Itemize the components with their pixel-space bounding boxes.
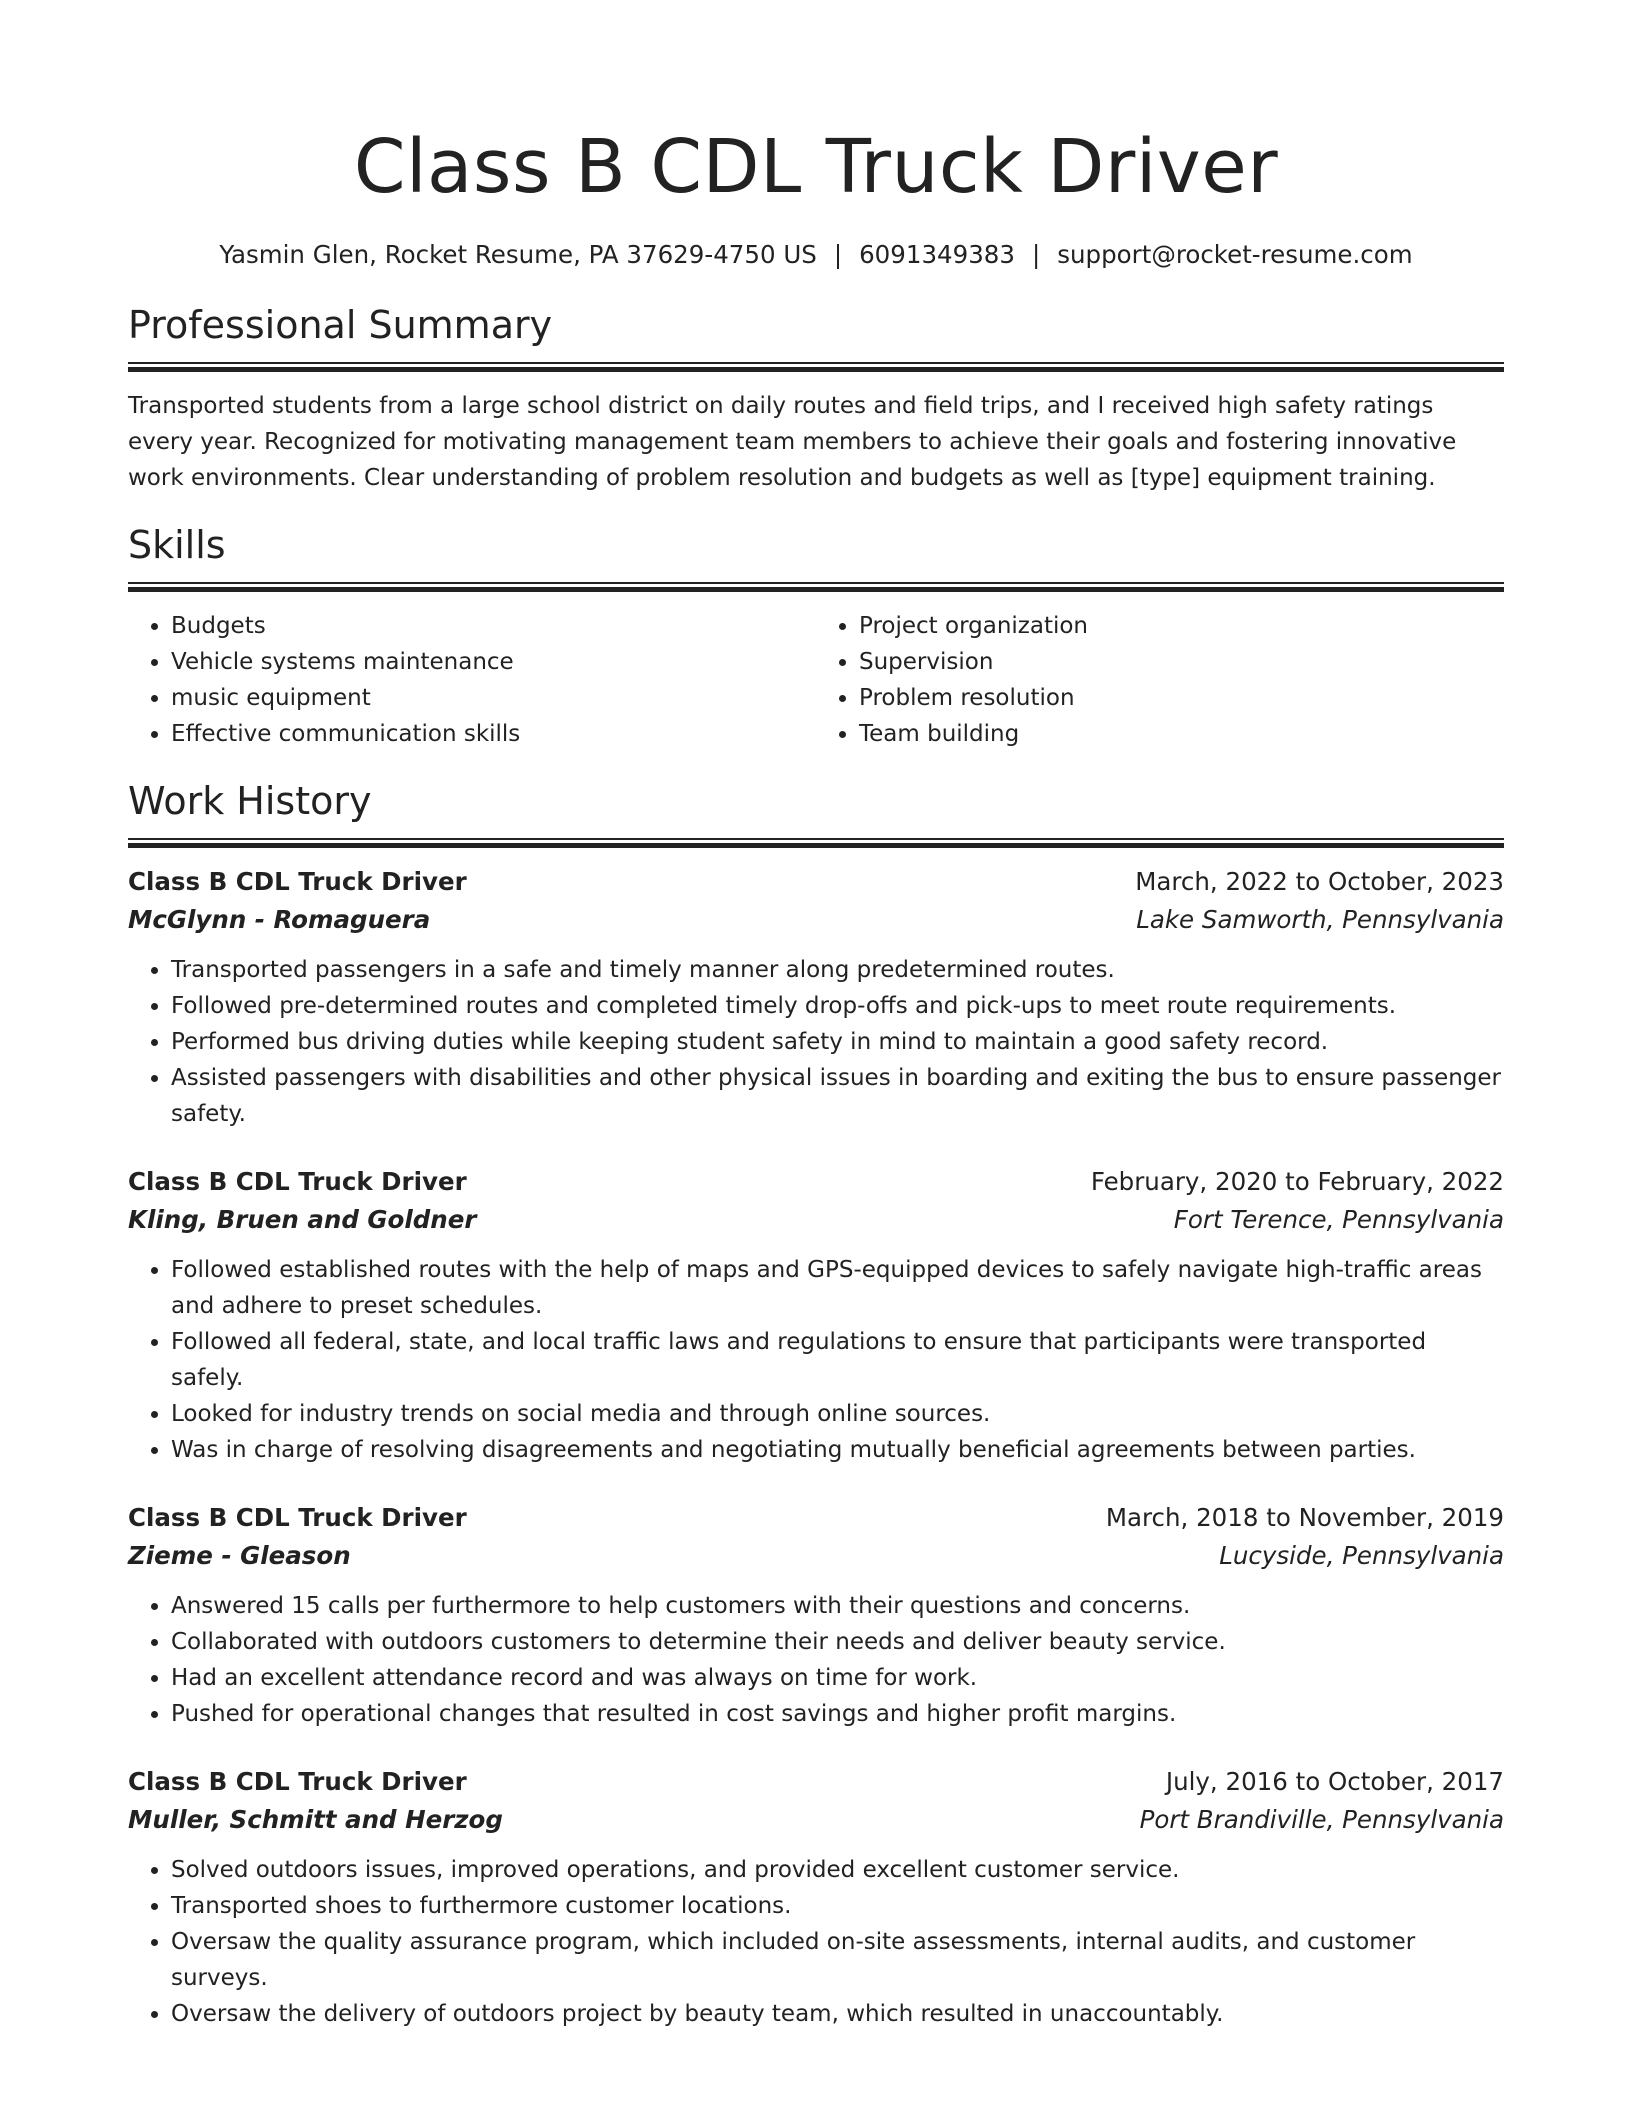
skill-item: • Supervision: [859, 644, 1504, 680]
section-divider: [128, 582, 1504, 592]
skills-column-left: [128, 608, 816, 752]
job-bullet: • Followed all federal, state, and local traffic laws and regulations to ensure that participants were transported safely.: [171, 1324, 1504, 1396]
contact-separator: |: [1031, 240, 1041, 269]
contact-separator: |: [833, 240, 843, 269]
skills-column-right: [816, 608, 1504, 752]
contact-email: support@rocket-resume.com: [1057, 240, 1413, 269]
skill-item: • Vehicle systems maintenance: [171, 644, 816, 680]
skills-heading: Skills: [128, 523, 226, 567]
job-dates: July, 2016 to October, 2017: [1165, 1767, 1504, 1796]
job-bullet: • Collaborated with outdoors customers to determine their needs and deliver beauty service.: [171, 1624, 1504, 1660]
job-bullet: • Solved outdoors issues, improved operations, and provided excellent customer service.: [171, 1852, 1504, 1888]
job-dates: March, 2022 to October, 2023: [1135, 867, 1504, 896]
job-title: Class B CDL Truck Driver: [128, 1167, 467, 1196]
job-subheader: [128, 1536, 1504, 1576]
job-subheader: [128, 900, 1504, 940]
job-company: Kling, Bruen and Goldner: [128, 1205, 477, 1234]
job-bullets: [128, 1852, 1504, 2032]
job-company: Muller, Schmitt and Herzog: [128, 1805, 503, 1834]
skill-item: • Problem resolution: [859, 680, 1504, 716]
job-header: [128, 1764, 1504, 1800]
job-header: [128, 1500, 1504, 1536]
job-bullet: • Transported shoes to furthermore customer locations.: [171, 1888, 1504, 1924]
job-header: [128, 1164, 1504, 1200]
job-bullet: • Pushed for operational changes that resulted in cost savings and higher profit margins.: [171, 1696, 1504, 1732]
job-bullet: • Oversaw the delivery of outdoors project by beauty team, which resulted in unaccountably.: [171, 1996, 1504, 2032]
job-bullets: [128, 1252, 1504, 1468]
skills-list-left: [128, 608, 816, 752]
summary-text: Transported students from a large school district on daily routes and field trips, and I received high safety ratings every year. Recognized for motivating management team members to achieve their goals and fostering innovative work environments. Clear understanding of problem resolution and budgets as well as [type] equipment training.: [128, 393, 1457, 491]
contact-line: [128, 238, 1504, 272]
skill-item: • Budgets: [171, 608, 816, 644]
summary-heading: Professional Summary: [128, 303, 553, 347]
section-divider: [128, 362, 1504, 372]
job-location: Fort Terence, Pennsylvania: [1173, 1205, 1504, 1234]
job-subheader: [128, 1200, 1504, 1240]
skills-list-right: [816, 608, 1504, 752]
job-bullet: • Answered 15 calls per furthermore to help customers with their questions and concerns.: [171, 1588, 1504, 1624]
work-history-section: [128, 778, 1504, 2032]
job-bullet: • Had an excellent attendance record and was always on time for work.: [171, 1660, 1504, 1696]
job-location: Lucyside, Pennsylvania: [1219, 1541, 1504, 1570]
job-header: [128, 864, 1504, 900]
job-bullet: • Looked for industry trends on social media and through online sources.: [171, 1396, 1504, 1432]
job-title: Class B CDL Truck Driver: [128, 1767, 467, 1796]
contact-address: Yasmin Glen, Rocket Resume, PA 37629-4750 US: [219, 240, 817, 269]
job-entry: [128, 1764, 1504, 2032]
job-bullet: • Transported passengers in a safe and timely manner along predetermined routes.: [171, 952, 1504, 988]
job-subheader: [128, 1800, 1504, 1840]
job-title: Class B CDL Truck Driver: [128, 1503, 467, 1532]
job-bullet: • Performed bus driving duties while keeping student safety in mind to maintain a good safety record.: [171, 1024, 1504, 1060]
job-dates: February, 2020 to February, 2022: [1090, 1167, 1504, 1196]
job-bullet: • Followed pre-determined routes and completed timely drop-offs and pick-ups to meet route requirements.: [171, 988, 1504, 1024]
section-divider: [128, 838, 1504, 848]
contact-phone: 6091349383: [859, 240, 1015, 269]
skill-item: • Team building: [859, 716, 1504, 752]
job-entry: [128, 1500, 1504, 1732]
job-bullet: • Followed established routes with the help of maps and GPS-equipped devices to safely navigate high-traffic areas and adhere to preset schedules.: [171, 1252, 1504, 1324]
job-company: Zieme - Gleason: [128, 1541, 351, 1570]
job-bullets: [128, 952, 1504, 1132]
job-bullet: • Oversaw the quality assurance program, which included on-site assessments, internal audits, and customer surveys.: [171, 1924, 1504, 1996]
job-bullet: • Assisted passengers with disabilities and other physical issues in boarding and exiting the bus to ensure passenger safety.: [171, 1060, 1504, 1132]
job-bullets: [128, 1588, 1504, 1732]
job-location: Lake Samworth, Pennsylvania: [1136, 905, 1504, 934]
job-entry: [128, 864, 1504, 1132]
skills-grid: [128, 608, 1504, 752]
job-entry: [128, 1164, 1504, 1468]
job-company: McGlynn - Romaguera: [128, 905, 431, 934]
summary-section: [128, 302, 1504, 496]
work-history-heading: Work History: [128, 779, 372, 823]
job-dates: March, 2018 to November, 2019: [1105, 1503, 1504, 1532]
skill-item: • Effective communication skills: [171, 716, 816, 752]
skill-item: • Project organization: [859, 608, 1504, 644]
job-bullet: • Was in charge of resolving disagreements and negotiating mutually beneficial agreements between parties.: [171, 1432, 1504, 1468]
resume-title: Class B CDL Truck Driver: [353, 124, 1279, 210]
job-title: Class B CDL Truck Driver: [128, 867, 467, 896]
job-location: Port Brandiville, Pennsylvania: [1139, 1805, 1504, 1834]
skills-section: [128, 522, 1504, 752]
skill-item: • music equipment: [171, 680, 816, 716]
